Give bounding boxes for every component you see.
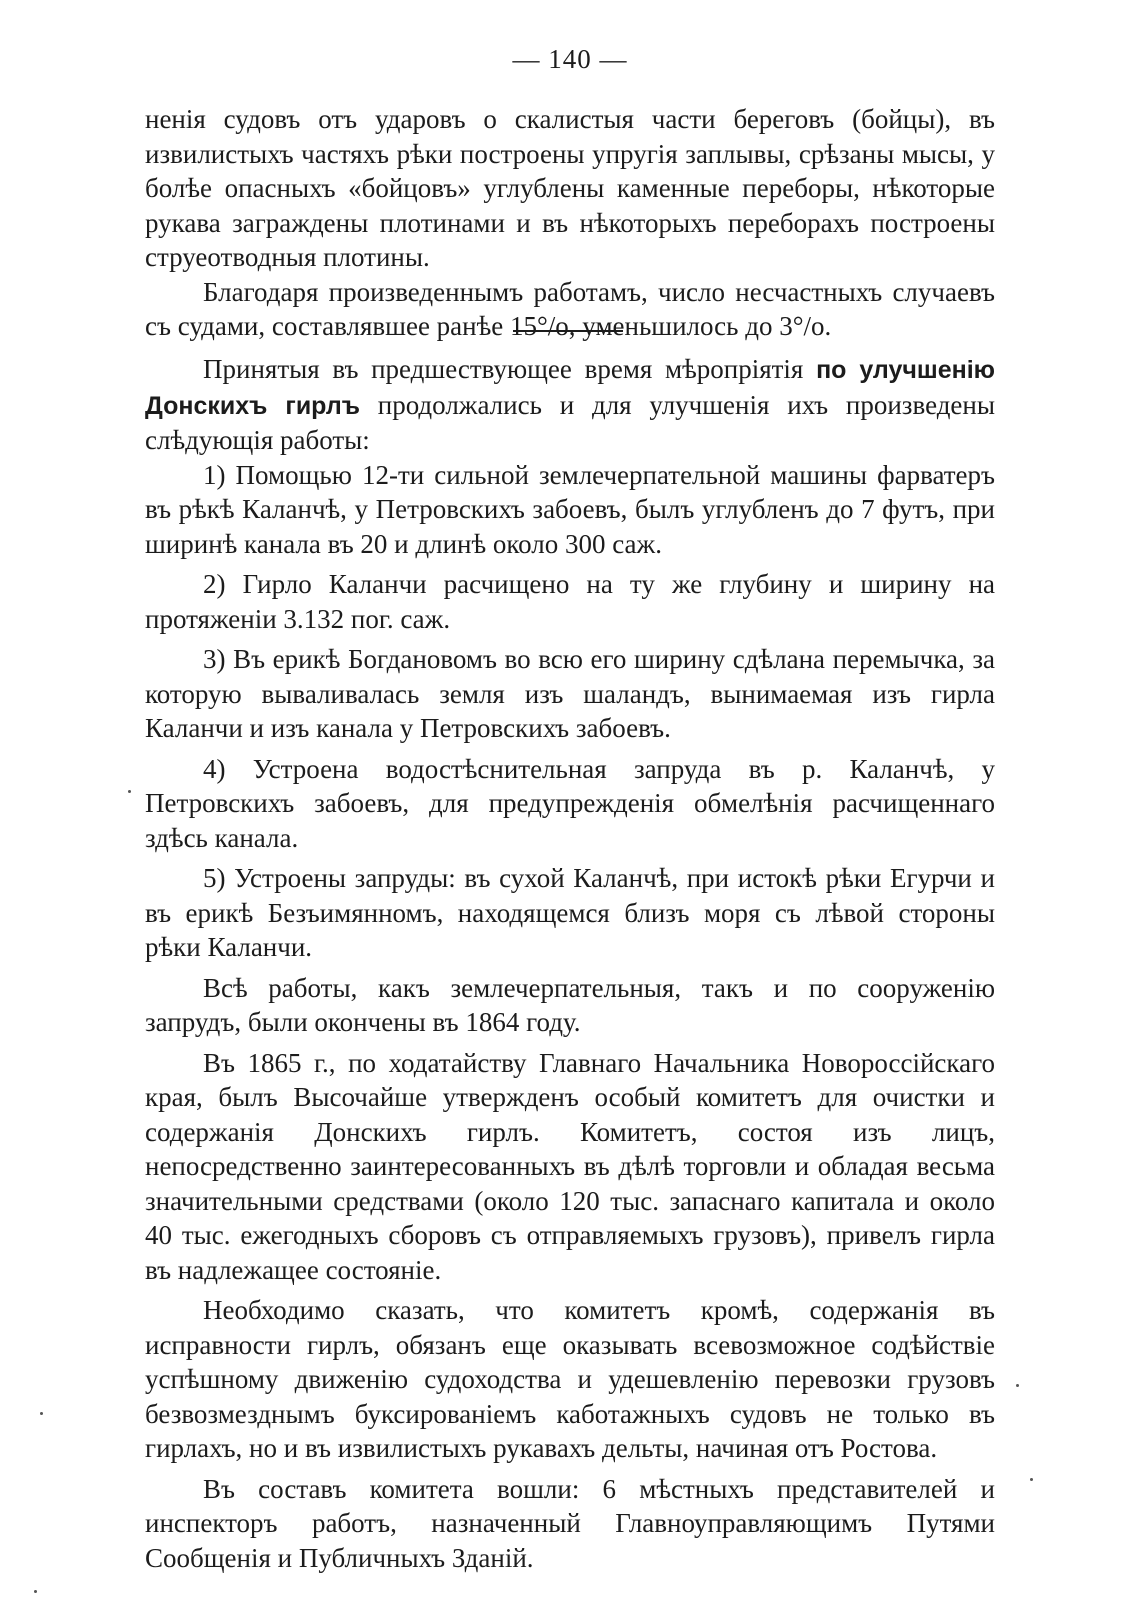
section-divider [513,330,623,332]
paragraph-continuation: ненія судовъ отъ ударовъ о скалистыя части береговъ (бойцы), въ извилистыхъ частяхъ рѣки построены упругія заплывы, срѣзаны мысы, у болѣе опасныхъ «бойцовъ» углублены каменные переборы, нѣкоторые рукава заграждены плотинами и въ нѣкоторыхъ переборахъ построены струеотводныя плотины. [145,104,995,272]
list-item-2: 2) Гирло Каланчи расчищено на ту же глубину и ширину на протяженіи 3.132 пог. саж. [145,569,995,634]
intro-text-before: Принятыя въ предшествующее время мѣропріятія [203,354,804,384]
intro-text-after: продолжались и для улучшенія ихъ произведены слѣдующія работы: [145,389,996,455]
scan-speck [40,1412,43,1415]
list-item-5: 5) Устроены запруды: въ сухой Каланчѣ, при истокѣ рѣки Егурчи и въ ерикѣ Безъимянномъ, находящемся близъ моря съ лѣвой стороны рѣки Каланчи. [145,863,995,962]
scan-speck [1030,1478,1033,1481]
page-number: — 140 — [512,44,628,74]
scan-speck [34,1590,37,1593]
list-item-1: 1) Помощью 12-ти сильной землечерпательной машины фарватеръ въ рѣкѣ Каланчѣ, у Петровскихъ забоевъ, былъ углубленъ до 7 футъ, при ширинѣ канала въ 20 и длинѣ около 300 саж. [145,459,995,559]
paragraph-accidents: Благодаря произведеннымъ работамъ, число несчастныхъ случаевъ съ судами, составлявшее ранѣе 15°/о, уменьшилось до 3°/о. [145,276,995,341]
intro-bold-heading: по улучшенію Донскихъ гирлъ [145,356,996,420]
paragraph-committee-duties: Необходимо сказать, что комитетъ кромѣ, содержанія въ исправности гирлъ, обязанъ еще оказывать всевозможное содѣйствіе успѣшному движенію судоходства и удешевленію перевозки грузовъ безвозмезднымъ буксированіемъ каботажныхъ судовъ не только въ гирлахъ, но и въ извилистыхъ рукавахъ дельты, начиная отъ Ростова. [145,1295,995,1463]
paragraph-works-finished: Всѣ работы, какъ землечерпательныя, такъ и по сооруженію запрудъ, были окончены въ 1864 году. [145,972,995,1037]
paragraph-committee-founded: Въ 1865 г., по ходатайству Главнаго Начальника Новороссійскаго края, былъ Высочайше утвержденъ особый комитетъ для очистки и содержанія Донскихъ гирлъ. Комитетъ, состоя изъ лицъ, непосредственно заинтересованныхъ въ дѣлѣ торговли и обладая весьма значительными средствами (около 120 тыс. запаснаго капитала и около 40 тыс. ежегодныхъ сборовъ съ отправляемыхъ грузовъ), привелъ гирла въ надлежащее состояніе. [145,1047,995,1285]
list-item-4: 4) Устроена водостѣснительная запруда въ р. Каланчѣ, у Петровскихъ забоевъ, для предупрежденія обмелѣнія расчищеннаго здѣсь канала. [145,753,995,853]
scan-speck [128,790,131,793]
main-text-block [145,352,995,1575]
list-item-3: 3) Въ ерикѣ Богдановомъ во всю его ширину сдѣлана перемычка, за которую вываливалась земля изъ шаландъ, вынимаемая изъ гирла Каланчи и изъ канала у Петровскихъ забоевъ. [145,644,995,743]
paragraph-intro [145,352,995,458]
paragraph-committee-members: Въ составъ комитета вошли: 6 мѣстныхъ представителей и инспекторъ работъ, назначенный Главноуправляющимъ Путями Сообщенія и Публичныхъ Зданій. [145,1473,995,1573]
top-text-block [145,102,995,344]
scan-speck [1016,1384,1019,1387]
